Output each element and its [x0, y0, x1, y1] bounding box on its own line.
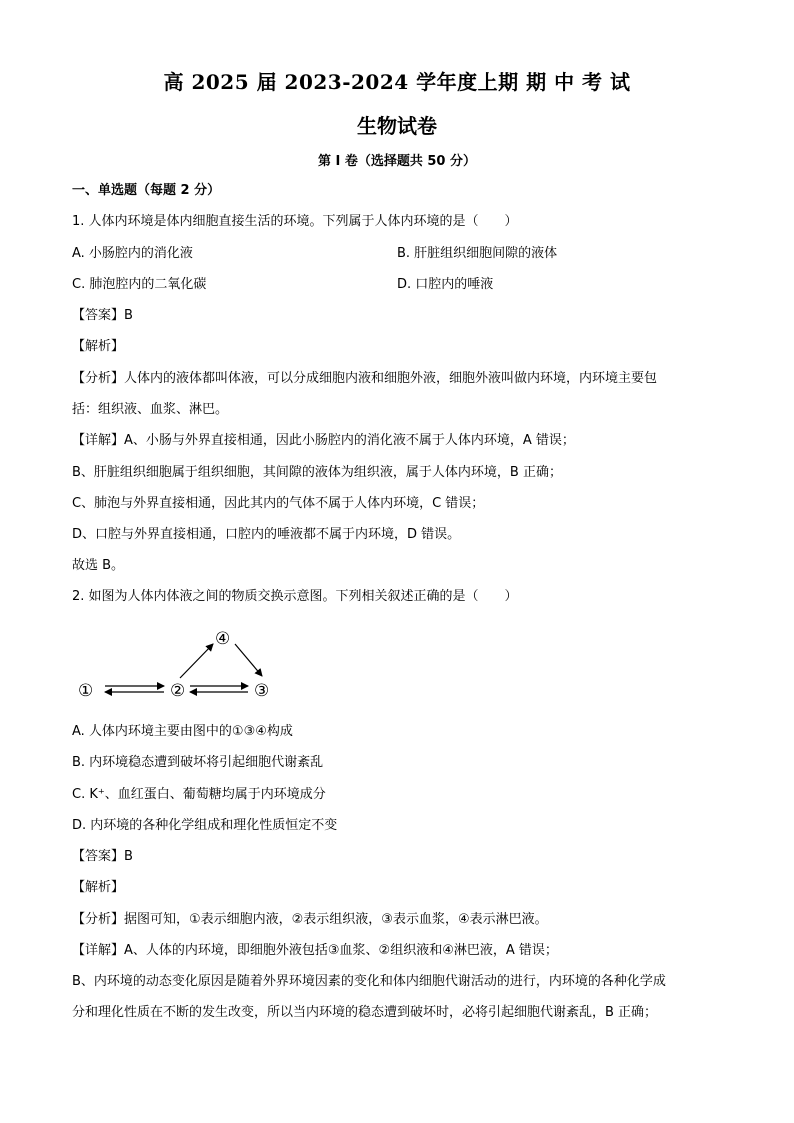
q2-detail-line-1: 【详解】A、人体的内环境，即细胞外液包括③血浆、②组织液和④淋巴液，A 错误；: [72, 943, 558, 958]
part-heading: 第 I 卷（选择题共 50 分）: [317, 154, 477, 169]
q1-stem: 1. 人体内环境是体内细胞直接生活的环境。下列属于人体内环境的是（ ）: [72, 214, 518, 229]
diagram-node-3: ③: [254, 681, 270, 701]
q1-answer: 【答案】B: [72, 308, 133, 323]
q2-detail-line-2: B、内环境的动态变化原因是随着外界环境因素的变化和体内细胞代谢活动的进行，内环境的各种化学成: [72, 974, 666, 989]
q2-stem: 2. 如图为人体内体液之间的物质交换示意图。下列相关叙述正确的是（ ）: [72, 589, 518, 604]
q1-detail-line-4: D、口腔与外界直接相通，口腔内的唾液都不属于内环境，D 错误。: [72, 527, 461, 542]
diagram-node-2: ②: [170, 681, 186, 701]
q2-answer: 【答案】B: [72, 849, 133, 864]
q1-analysis-line-1: 【分析】人体内的液体都叫体液，可以分成细胞内液和细胞外液，细胞外液叫做内环境，内环境主要包: [72, 371, 658, 386]
q1-analysis-line-2: 括：组织液、血浆、淋巴。: [72, 402, 229, 417]
q2-detail-line-3: 分和理化性质在不断的发生改变，所以当内环境的稳态遭到破坏时，必将引起细胞代谢紊乱，B 正确；: [72, 1005, 658, 1020]
q2-option-b: B. 内环境稳态遭到破坏将引起细胞代谢紊乱: [72, 755, 324, 770]
body-fluid-exchange-diagram: [70, 620, 290, 710]
q1-detail-line-3: C、肺泡与外界直接相通，因此其内的气体不属于人体内环境，C 错误；: [72, 496, 485, 511]
q1-analysis-label: 【解析】: [72, 339, 125, 354]
diagram-node-4: ④: [215, 629, 231, 649]
q1-option-a: A. 小肠腔内的消化液: [72, 246, 193, 261]
q2-analysis-line-1: 【分析】据图可知，①表示细胞内液，②表示组织液，③表示血浆，④表示淋巴液。: [72, 912, 548, 927]
q2-option-a: A. 人体内环境主要由图中的①③④构成: [72, 724, 293, 739]
q1-option-b: B. 肝脏组织细胞间隙的液体: [397, 246, 558, 261]
arrow-2-to-4: [180, 644, 213, 678]
q1-option-c: C. 肺泡腔内的二氧化碳: [72, 277, 207, 292]
arrow-4-to-3: [235, 644, 262, 676]
q1-detail-line-2: B、肝脏组织细胞属于组织细胞，其间隙的液体为组织液，属于人体内环境，B 正确；: [72, 465, 562, 480]
section-heading: 一、单选题（每题 2 分）: [72, 183, 221, 198]
exam-subject: 生物试卷: [357, 114, 437, 138]
q1-detail-line-1: 【详解】A、小肠与外界直接相通，因此小肠腔内的消化液不属于人体内环境，A 错误；: [72, 433, 575, 448]
exam-title: 高 2025 届 2023-2024 学年度上期 期 中 考 试: [163, 70, 631, 94]
q1-conclusion: 故选 B。: [72, 558, 125, 573]
diagram-node-1: ①: [78, 681, 94, 701]
q2-option-c: C. K⁺、血红蛋白、葡萄糖均属于内环境成分: [72, 787, 326, 802]
q1-option-d: D. 口腔内的唾液: [397, 277, 494, 292]
q2-option-d: D. 内环境的各种化学组成和理化性质恒定不变: [72, 818, 338, 833]
q2-analysis-label: 【解析】: [72, 880, 125, 895]
